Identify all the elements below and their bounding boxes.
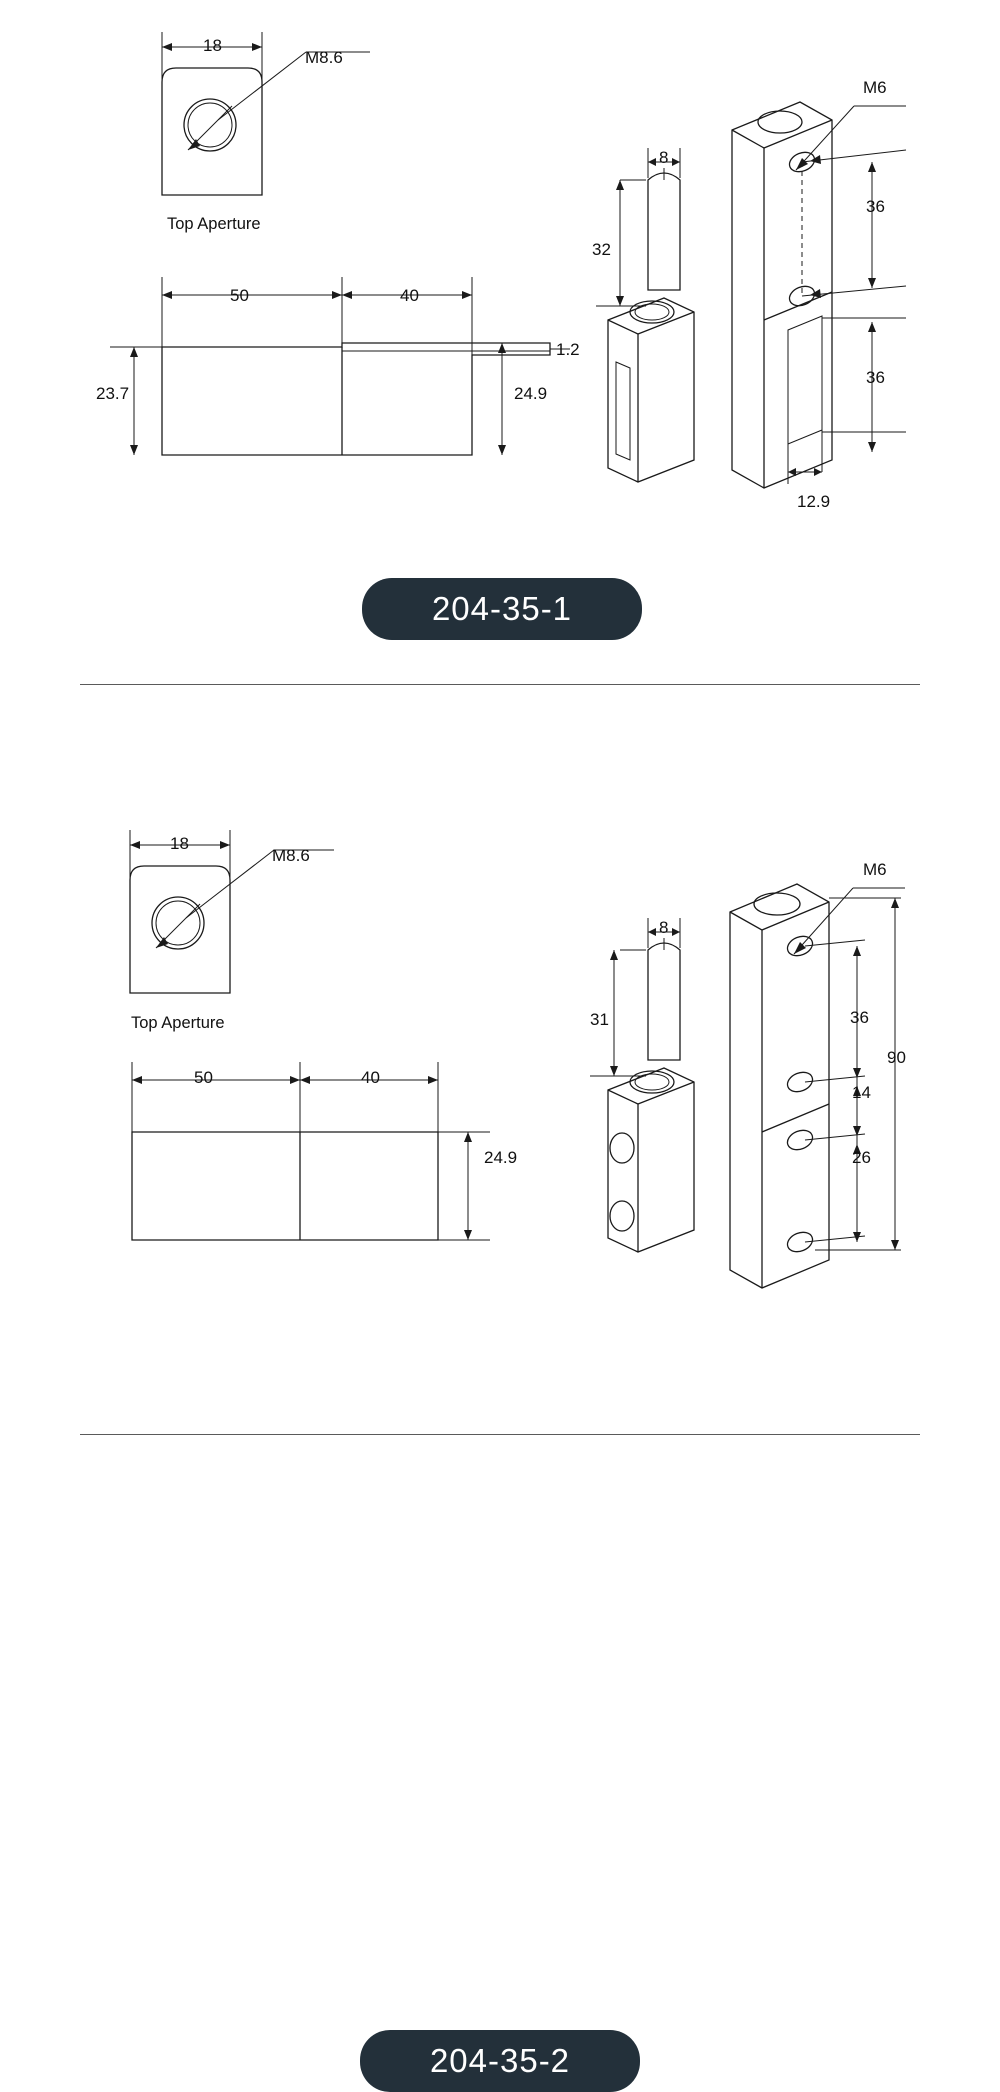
dim-side-length-right-2: 40 — [361, 1068, 380, 1087]
dim-post-thread-1: M6 — [863, 78, 887, 97]
side-view-1 — [90, 265, 610, 495]
iso-post-view-1 — [710, 80, 970, 510]
drawing-panel-2 — [0, 700, 1000, 2079]
caption-top-aperture-2: Top Aperture — [131, 1014, 225, 1032]
iso-post-view-2 — [705, 860, 975, 1310]
dim-side-height-right-2: 24.9 — [484, 1148, 518, 1167]
dim-side-length-right-1: 40 — [400, 286, 419, 305]
dim-post-spacing-3-2: 26 — [852, 1148, 871, 1167]
dim-top-aperture-width-1: 18 — [203, 36, 222, 55]
dim-pin-diameter-2: 8 — [659, 918, 669, 937]
panel-divider-bottom — [80, 1434, 920, 1435]
dim-plate-thickness-1: 1.2 — [556, 340, 580, 359]
dim-top-aperture-thread-1: M8.6 — [305, 48, 343, 67]
panel-divider-top — [80, 684, 920, 685]
dim-top-aperture-thread-2: M8.6 — [272, 846, 310, 865]
dim-pin-diameter-1: 8 — [659, 148, 669, 167]
dim-pin-length-2: 31 — [590, 1010, 609, 1029]
dim-post-spacing-upper-1: 36 — [866, 197, 885, 216]
dim-post-spacing-lower-1: 36 — [866, 368, 885, 387]
dim-post-spacing-2-2: 14 — [852, 1083, 871, 1102]
dim-post-total-length-2: 90 — [887, 1048, 906, 1067]
dim-post-width-1: 12.9 — [797, 492, 831, 511]
dim-post-thread-2: M6 — [863, 860, 887, 879]
dim-top-aperture-width-2: 18 — [170, 834, 189, 853]
dim-side-length-left-2: 50 — [194, 1068, 213, 1087]
drawing-panel-1 — [0, 0, 1000, 680]
dim-pin-length-1: 32 — [592, 240, 611, 259]
part-label-204-35-1: 204-35-1 — [362, 578, 642, 640]
dim-side-length-left-1: 50 — [230, 286, 249, 305]
caption-top-aperture-1: Top Aperture — [167, 215, 261, 233]
part-label-204-35-2: 204-35-2 — [360, 2030, 640, 2092]
dim-side-height-right-1: 24.9 — [514, 384, 548, 403]
dim-post-spacing-1-2: 36 — [850, 1008, 869, 1027]
dim-side-height-left-1: 23.7 — [96, 384, 130, 403]
